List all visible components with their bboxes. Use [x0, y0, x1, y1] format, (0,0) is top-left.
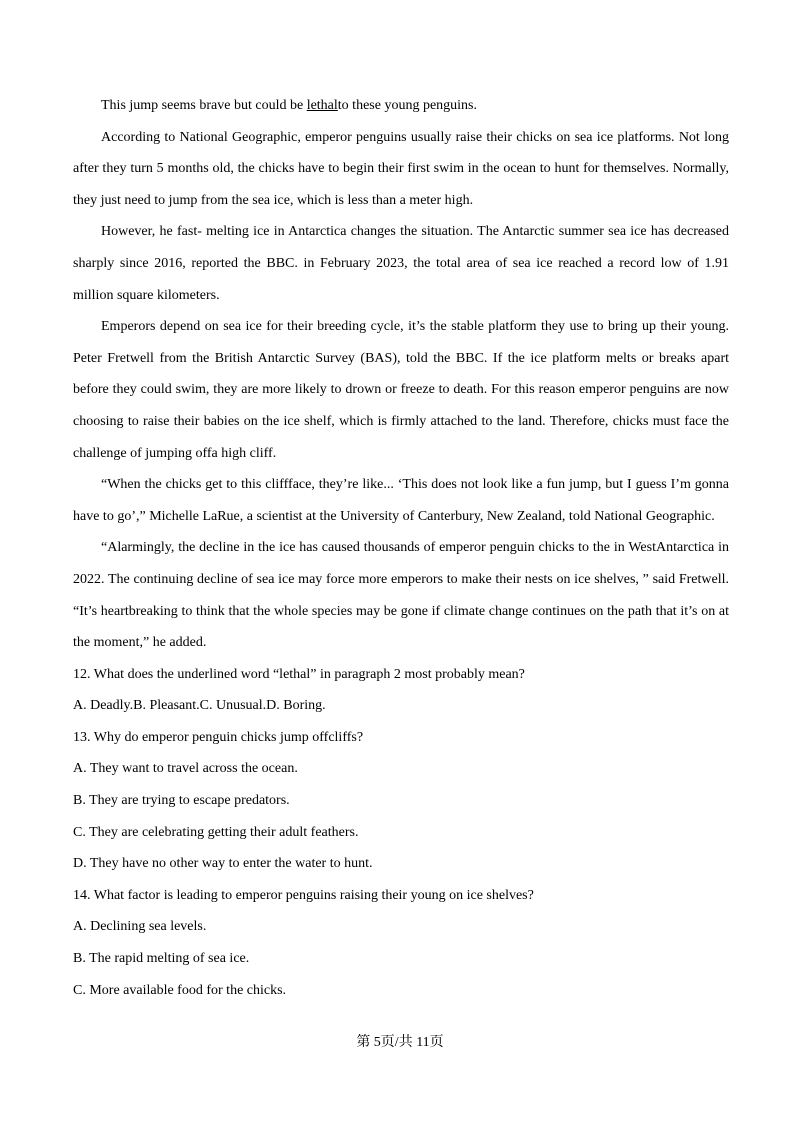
paragraph-2: According to National Geographic, emperor penguins usually raise their chicks on sea ice platforms. Not long after they turn 5 months old, the chicks have to begin their first swim in the ocean to hunt for themselves. Normally, they just need to jump from the sea ice, which is less than a meter high.: [73, 129, 729, 208]
page-number-footer: 第 5页/共 11页: [356, 1035, 444, 1050]
document-page: [73, 90, 729, 1006]
question-13-option-b: B. They are trying to escape predators.: [73, 793, 290, 809]
paragraph-4: Emperors depend on sea ice for their breeding cycle, it’s the stable platform they use to bring up their young. Peter Fretwell from the British Antarctic Survey (BAS), told the BBC. If the ice platform melts or breaks apart before they could swim, they are more likely to drown or freeze to death. For this reason emperor penguins are now choosing to raise their babies on the ice shelf, which is firmly attached to the land. Therefore, chicks must face the challenge of jumping offa high cliff.: [73, 319, 729, 461]
question-13-option-a: A. They want to travel across the ocean.: [73, 761, 298, 777]
paragraph-1: [73, 90, 729, 122]
question-14-option-b: B. The rapid melting of sea ice.: [73, 951, 250, 967]
paragraph-5: “When the chicks get to this cliffface, they’re like... ‘This does not look like a fun jump, but I guess I’m gonna have to go’,” Michelle LaRue, a scientist at the University of Canterbury, New Zealand, told National Geographic.: [73, 477, 729, 524]
question-13: 13. Why do emperor penguin chicks jump offcliffs?: [73, 729, 364, 745]
question-12: 12. What does the underlined word “lethal” in paragraph 2 most probably mean?: [73, 666, 525, 682]
paragraph-1-end: to these young penguins.: [337, 98, 478, 113]
question-14-option-a: A. Declining sea levels.: [73, 919, 207, 935]
question-14-option-c: C. More available food for the chicks.: [73, 982, 287, 998]
underlined-word-lethal: lethal: [306, 98, 338, 113]
question-13-option-d: D. They have no other way to enter the water to hunt.: [73, 856, 373, 872]
paragraph-1-start: This jump seems brave but could be: [101, 98, 307, 113]
question-13-option-c: C. They are celebrating getting their adult feathers.: [73, 824, 359, 840]
paragraph-6: “Alarmingly, the decline in the ice has caused thousands of emperor penguin chicks to the in WestAntarctica in 2022. The continuing decline of sea ice may force more emperors to make their nests on ice shelves, ” said Fretwell. “It’s heartbreaking to think that the whole species may be gone if climate change continues on the path that it’s on at the moment,” he added.: [73, 540, 729, 651]
question-12-options: A. Deadly.B. Pleasant.C. Unusual.D. Boring.: [73, 698, 326, 714]
question-14: 14. What factor is leading to emperor penguins raising their young on ice shelves?: [73, 887, 534, 903]
paragraph-3: However, he fast- melting ice in Antarctica changes the situation. The Antarctic summer sea ice has decreased sharply since 2016, reported the BBC. in February 2023, the total area of sea ice reached a record low of 1.91 million square kilometers.: [73, 224, 729, 303]
